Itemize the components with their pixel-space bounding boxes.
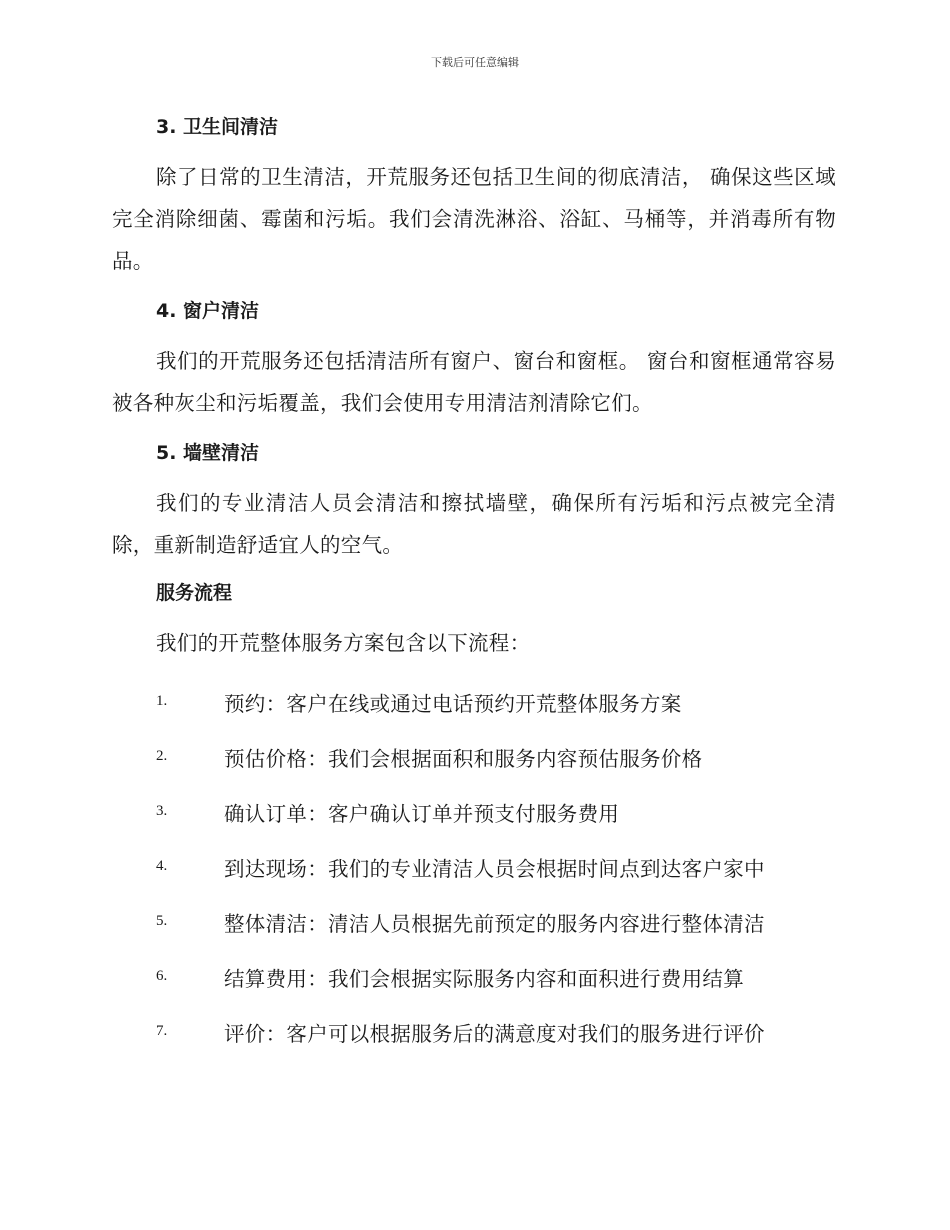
header-note: 下载后可任意编辑	[431, 56, 519, 69]
step-text: 预估价格：我们会根据面积和服务内容预估服务价格	[224, 746, 703, 771]
step-text: 评价：客户可以根据服务后的满意度对我们的服务进行评价	[224, 1021, 765, 1046]
section-service-process	[112, 576, 836, 1059]
process-step	[112, 729, 836, 784]
step-text: 预约：客户在线或通过电话预约开荒整体服务方案	[224, 691, 682, 716]
step-number: 4.	[156, 858, 168, 874]
step-number: 6.	[156, 968, 168, 984]
process-step	[112, 674, 836, 729]
step-text: 结算费用：我们会根据实际服务内容和面积进行费用结算	[224, 966, 744, 991]
step-number: 7.	[156, 1023, 168, 1039]
process-heading: 服务流程	[156, 582, 233, 604]
process-step	[112, 784, 836, 839]
process-step	[112, 1004, 836, 1059]
step-text: 确认订单：客户确认订单并预支付服务费用	[224, 801, 620, 826]
process-step	[112, 894, 836, 949]
section-heading: 3. 卫生间清洁	[156, 116, 279, 138]
section-bathroom-cleaning	[112, 110, 836, 282]
section-body: 我们的专业清洁人员会清洁和擦拭墙壁，确保所有污垢和污点被完全清除，重新制造舒适宜人的空气。	[112, 491, 836, 557]
section-wall-cleaning	[112, 436, 836, 566]
step-number: 3.	[156, 803, 168, 819]
section-body: 除了日常的卫生清洁，开荒服务还包括卫生间的彻底清洁， 确保这些区域完全消除细菌、霉菌和污垢。我们会清洗淋浴、浴缸、马桶等，并消毒所有物品。	[112, 165, 836, 273]
step-number: 1.	[156, 693, 168, 709]
process-intro: 我们的开荒整体服务方案包含以下流程：	[156, 631, 531, 655]
section-window-cleaning	[112, 294, 836, 424]
process-step	[112, 839, 836, 894]
process-step	[112, 949, 836, 1004]
step-number: 2.	[156, 748, 168, 764]
step-number: 5.	[156, 913, 168, 929]
section-body: 我们的开荒服务还包括清洁所有窗户、窗台和窗框。 窗台和窗框通常容易被各种灰尘和污垢覆盖，我们会使用专用清洁剂清除它们。	[112, 349, 836, 415]
step-text: 整体清洁：清洁人员根据先前预定的服务内容进行整体清洁	[224, 911, 765, 936]
section-heading: 5. 墙壁清洁	[156, 442, 260, 464]
step-text: 到达现场：我们的专业清洁人员会根据时间点到达客户家中	[224, 856, 765, 881]
section-heading: 4. 窗户清洁	[156, 300, 260, 322]
document-content	[112, 110, 836, 1059]
process-steps-list	[112, 674, 836, 1059]
